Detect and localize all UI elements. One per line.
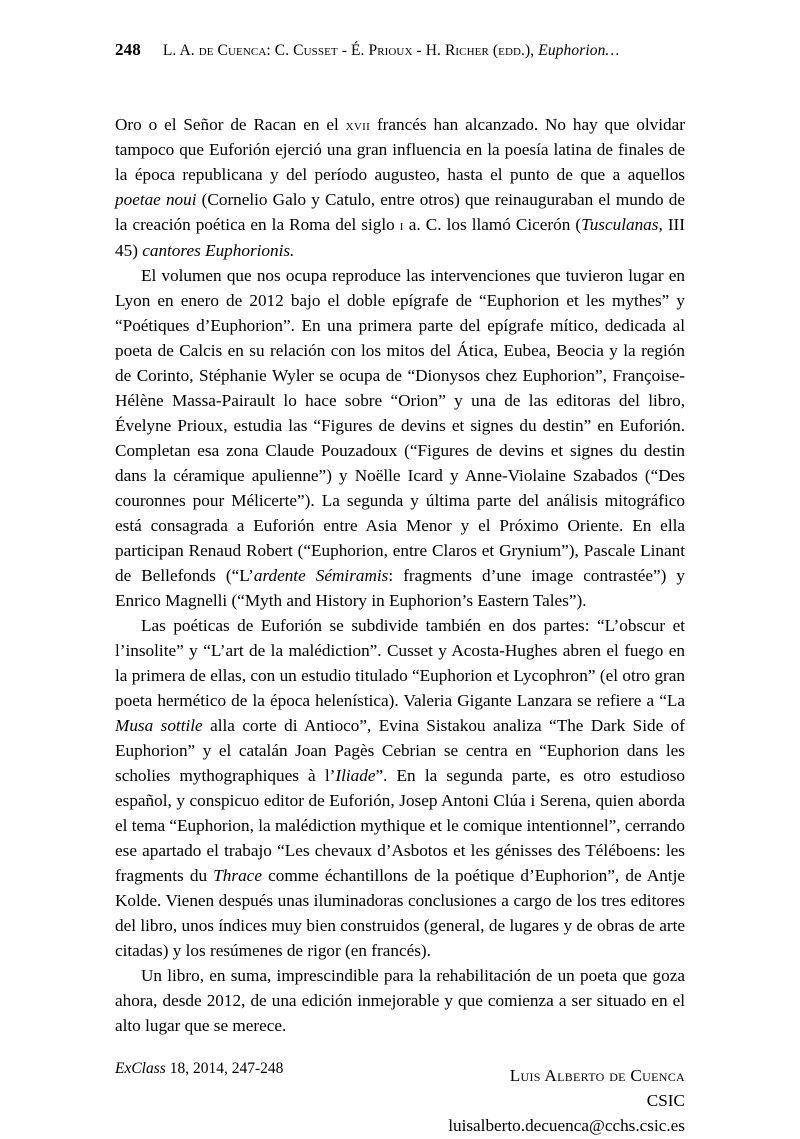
paragraph: Oro o el Señor de Racan en el xvii francés han alcanzado. No hay que olvidar tampoco que Euforión ejerció una gran influencia en la poesía latina de finales de la época republicana y del período augusteo, hasta el punto de que a aquellos poetae noui (Cornelio Galo y Catulo, entre otros) que reinauguraban el mundo de la creación poética en la Roma del siglo i a. C. los llamó Cicerón (Tusculanas, III 45) cantores Euphorionis. [115, 115, 685, 260]
running-head [115, 40, 685, 60]
running-head-title: Euphorion… [538, 42, 620, 59]
author-affiliation: CSIC [646, 1091, 685, 1111]
page-content [115, 40, 685, 1139]
page-footer [115, 1060, 283, 1078]
running-head-author: L. A. de Cuenca [162, 42, 267, 59]
author-name: Luis Alberto de Cuenca [509, 1066, 685, 1086]
author-email: luisalberto.decuenca@cchs.csic.es [448, 1115, 685, 1135]
body-text [115, 112, 685, 1038]
journal-citation: 18, 2014, 247-248 [169, 1060, 284, 1077]
running-head-editors: C. Cusset - É. Prioux - H. Richer (edd.), [274, 42, 535, 59]
paragraph: El volumen que nos ocupa reproduce las intervenciones que tuvieron lugar en Lyon en enero de 2012 bajo el doble epígrafe de “Euphorion et les mythes” y “Poétiques d’Euphorion”. En una primera parte del epígrafe mítico, dedicada al poeta de Calcis en su relación con los mitos del Ática, Eubea, Beocia y la región de Corinto, Stéphanie Wyler se ocupa de “Dionysos chez Euphorion”, Françoise-Hélène Massa-Pairault lo hace sobre “Orion” y una de las editoras del libro, Évelyne Prioux, estudia las “Figures de devins et signes du destin” en Euforión. Completan esa zona Claude Pouzadoux (“Figures de devins et signes du destin dans la céramique apulienne”) y Noëlle Icard y Anne-Violaine Szabados (“Des couronnes pour Mélicerte”). La segunda y última parte del análisis mitográfico está consagrada a Euforión entre Asia Menor y el Próximo Oriente. En ella participan Renaud Robert (“Euphorion, entre Claros et Grynium”), Pascale Linant de Bellefonds (“L’ardente Sémiramis: fragments d’une image contrastée”) y Enrico Magnelli (“Myth and History in Euphorion’s Eastern Tales”). [115, 265, 685, 610]
paragraph: Las poéticas de Euforión se subdivide también en dos partes: “L’obscur et l’insolite” y “L’art de la malédiction”. Cusset y Acosta-Hughes abren el fuego en la primera de ellas, con un estudio titulado “Euphorion et Lycophron” (el otro gran poeta hermético de la época helenística). Valeria Gigante Lanzara se refiere a “La Musa sottile alla corte di Antioco”, Evina Sistakou analiza “The Dark Side of Euphorion” y el catalán Joan Pagès Cebrian se centra en “Euphorion dans les scholies mythographiques à l’Iliade”. En la segunda parte, es otro estudioso español, y conspicuo editor de Euforión, Josep Antoni Clúa i Serena, quien aborda el tema “Euphorion, la malédiction mythique et le comique intentionnel”, cerrando ese apartado el trabajo “Les chevaux d’Asbotos et les génisses des Téléboens: les fragments du Thrace comme échantillons de la poétique d’Euphorion”, de Antje Kolde. Vienen después unas iluminadoras conclusiones a cargo de los tres editores del libro, unos índices muy bien construidos (general, de lugares y de obras de arte citadas) y los resúmenes de rigor (en francés). [115, 615, 685, 961]
paragraph: Un libro, en suma, imprescindible para la rehabilitación de un poeta que goza ahora, desde 2012, de una edición inmejorable y que comienza a ser situado en el alto lugar que se merece. [115, 966, 685, 1036]
page-number: 248 [115, 40, 141, 59]
running-head-separator: : [266, 42, 271, 59]
journal-name: ExClass [115, 1060, 166, 1077]
